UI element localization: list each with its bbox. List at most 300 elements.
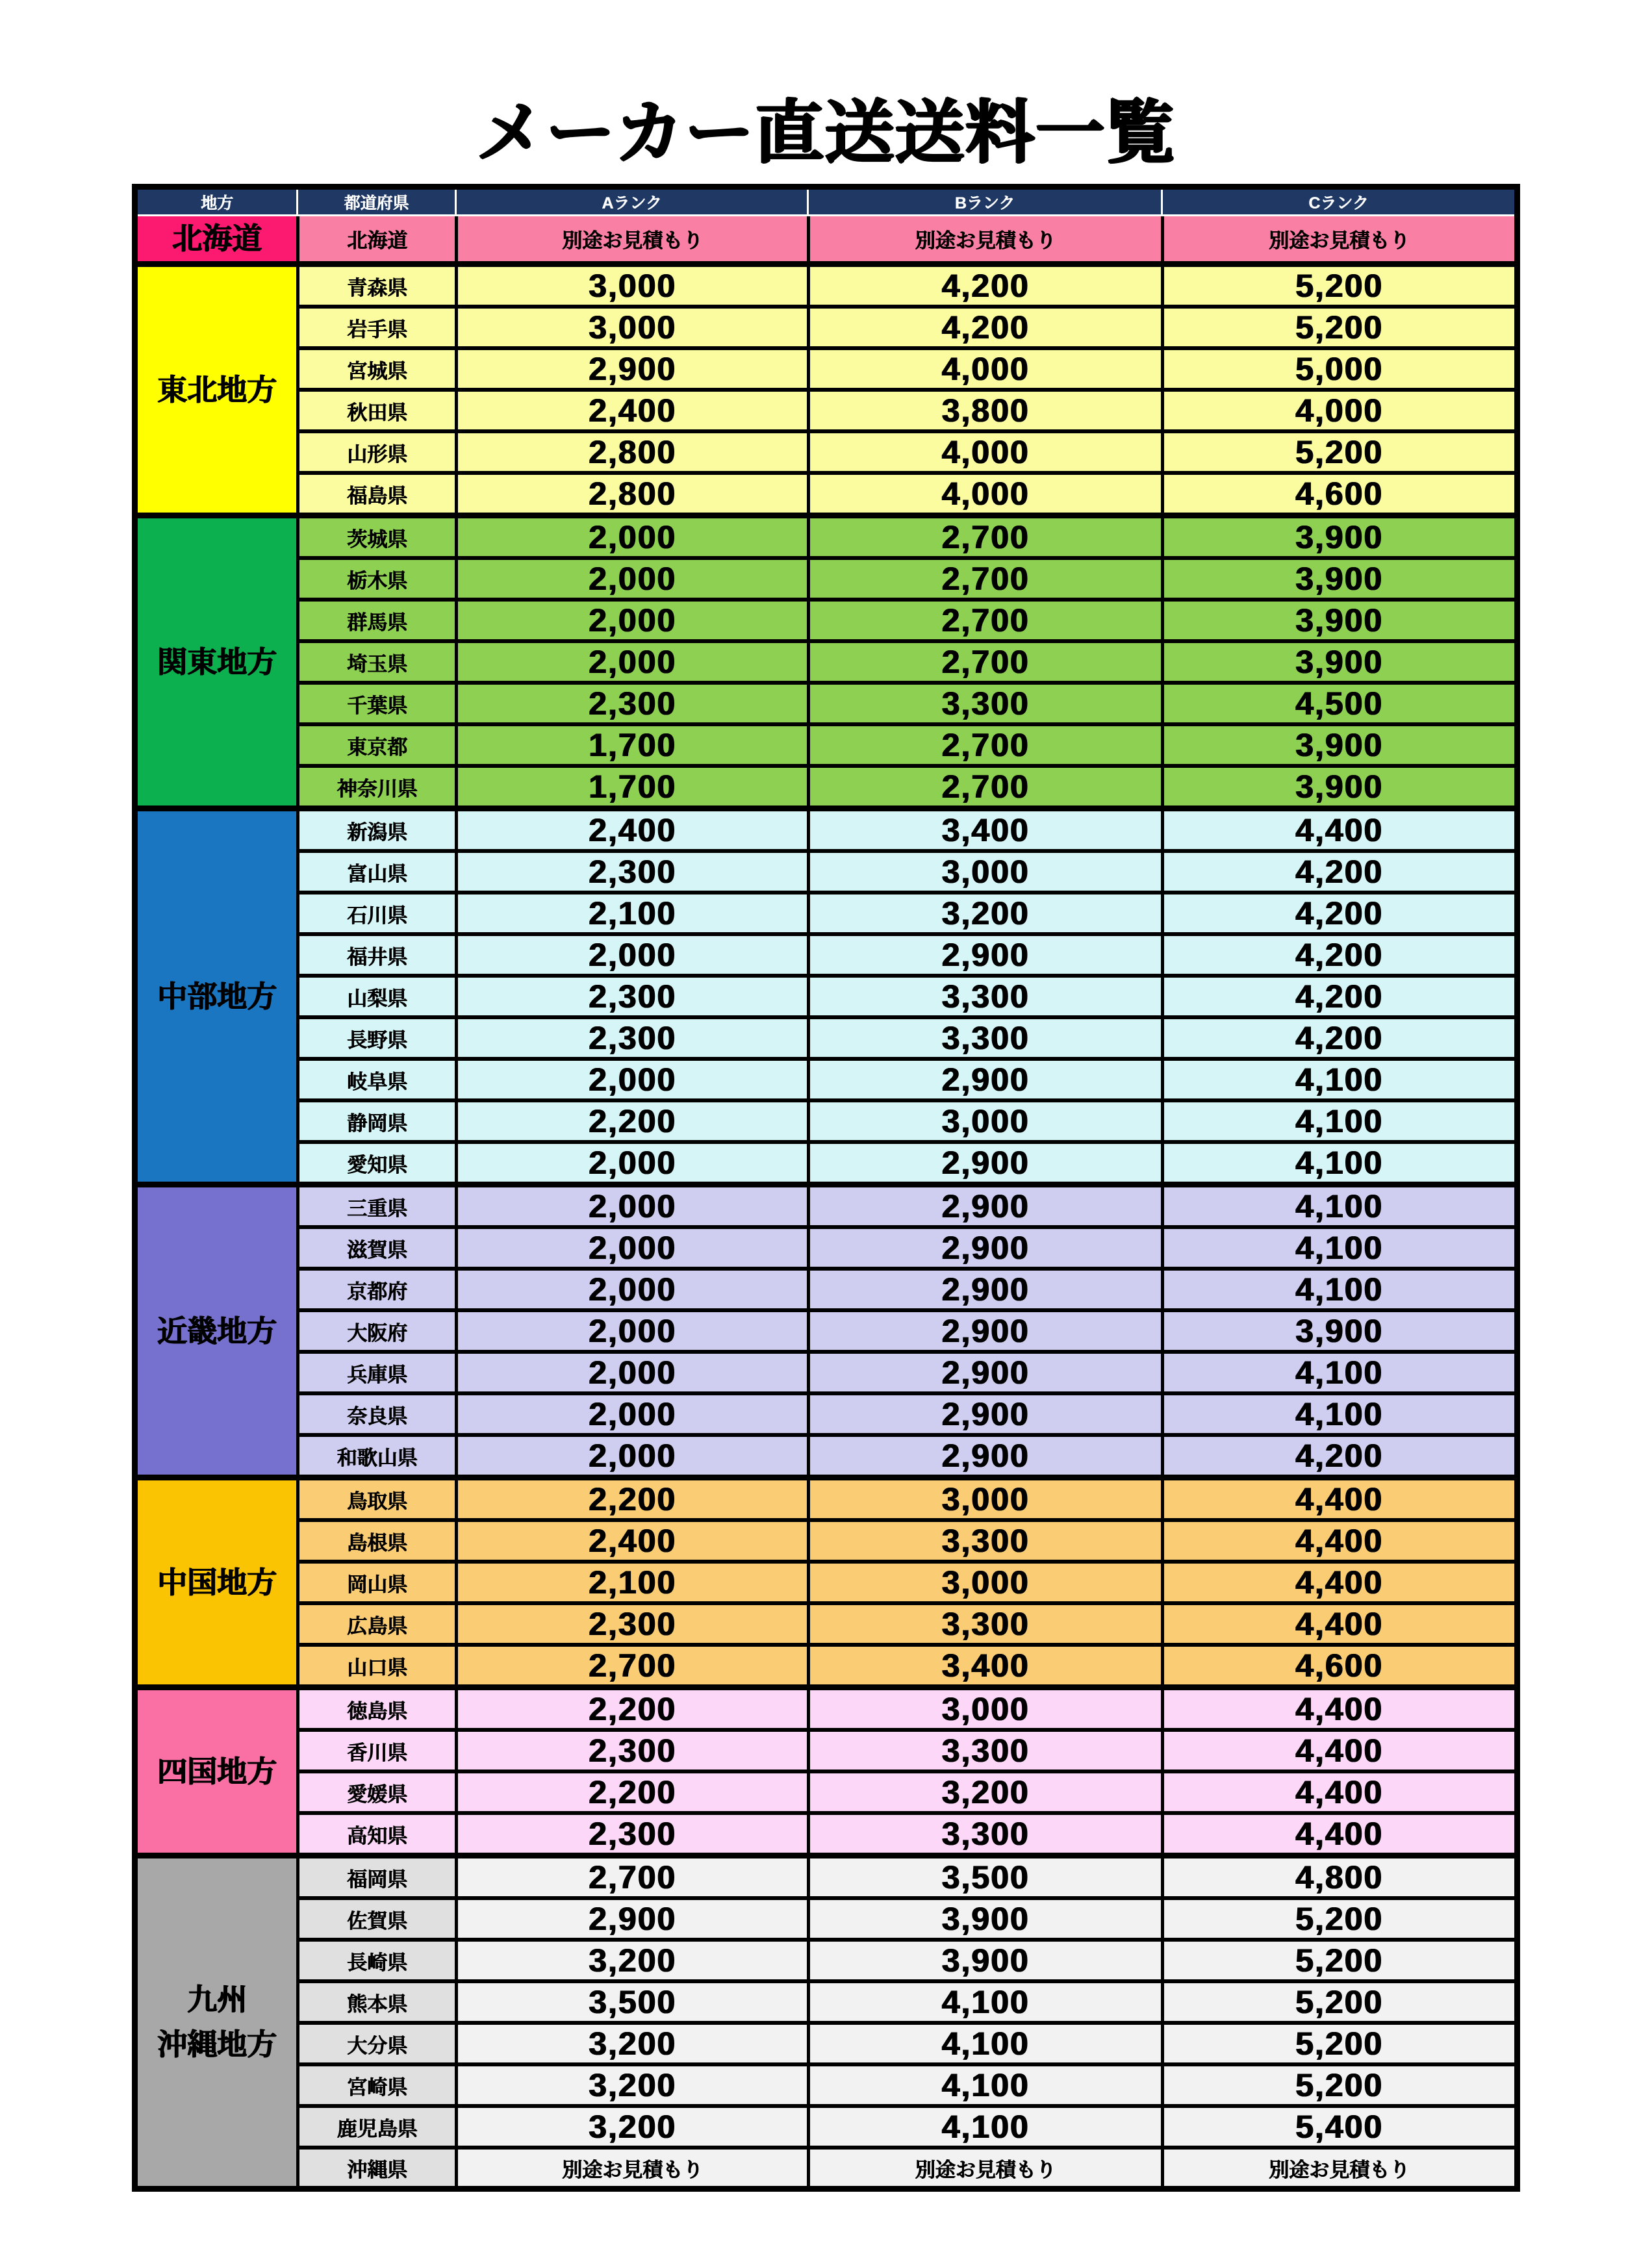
estimate-text: 別途お見積もり <box>915 229 1056 253</box>
fee-value: 3,900 <box>941 1942 1030 1979</box>
column-header-4: Cランク <box>1161 190 1514 216</box>
region-label: 九州 沖縄地方 <box>157 1983 277 2062</box>
fee-cell-b-rank <box>807 471 1161 513</box>
fee-cell-a-rank <box>455 261 807 305</box>
fee-value: 2,900 <box>941 1271 1030 1308</box>
fee-value: 3,500 <box>941 1859 1030 1896</box>
fee-cell-a-rank <box>455 471 807 513</box>
table-row <box>138 1433 1514 1475</box>
fee-cell-a-rank <box>455 1601 807 1643</box>
fee-cell-b-rank <box>807 1938 1161 1979</box>
fee-value: 3,000 <box>941 1691 1030 1728</box>
fee-value: 4,100 <box>1295 1271 1384 1308</box>
fee-value: 3,500 <box>588 1984 677 2021</box>
prefecture-cell <box>296 2021 455 2062</box>
prefecture-cell <box>296 1140 455 1182</box>
fee-value: 5,000 <box>1295 351 1384 388</box>
fee-cell-b-rank <box>807 1308 1161 1350</box>
fee-value: 4,100 <box>1295 1188 1384 1225</box>
prefecture-cell <box>296 556 455 598</box>
fee-value: 2,900 <box>941 1230 1030 1267</box>
fee-value: 4,400 <box>1295 1816 1384 1853</box>
table-header-row <box>138 190 1514 216</box>
table-row <box>138 1098 1514 1140</box>
fee-cell-a-rank <box>455 1057 807 1098</box>
fee-cell-a-rank <box>455 849 807 891</box>
table-row <box>138 1140 1514 1182</box>
fee-cell-b-rank <box>807 806 1161 849</box>
fee-value: 4,200 <box>1295 978 1384 1015</box>
fee-cell-b-rank <box>807 1015 1161 1057</box>
fee-value: 3,900 <box>1295 561 1384 598</box>
fee-value: 4,200 <box>1295 854 1384 891</box>
page <box>0 97 1652 2258</box>
fee-cell-b-rank <box>807 1057 1161 1098</box>
fee-cell-a-rank <box>455 2104 807 2146</box>
fee-value: 3,300 <box>941 1020 1030 1057</box>
fee-value: 3,300 <box>941 1606 1030 1643</box>
fee-cell-b-rank <box>807 1643 1161 1684</box>
fee-value: 2,300 <box>588 685 677 722</box>
table-row <box>138 556 1514 598</box>
table-row <box>138 1684 1514 1728</box>
table-row <box>138 681 1514 722</box>
table-row <box>138 471 1514 513</box>
prefecture-label: 鳥取県 <box>347 1490 407 1513</box>
table-row <box>138 849 1514 891</box>
fee-cell-c-rank <box>1161 681 1514 722</box>
fee-cell-b-rank <box>807 305 1161 346</box>
fee-value: 3,000 <box>941 1564 1030 1601</box>
fee-value: 5,200 <box>1295 434 1384 471</box>
prefecture-label: 福岡県 <box>347 1868 407 1891</box>
prefecture-cell <box>296 1391 455 1433</box>
fee-value: 4,000 <box>941 434 1030 471</box>
fee-value: 5,200 <box>1295 2067 1384 2104</box>
prefecture-cell <box>296 639 455 681</box>
fee-cell-a-rank <box>455 1475 807 1518</box>
fee-value: 4,100 <box>941 2067 1030 2104</box>
fee-cell-b-rank <box>807 513 1161 556</box>
estimate-text: 別途お見積もり <box>562 2158 703 2181</box>
region-label: 近畿地方 <box>157 1313 277 1348</box>
prefecture-label: 香川県 <box>347 1741 407 1764</box>
fee-cell-c-rank <box>1161 1896 1514 1938</box>
fee-cell-c-rank <box>1161 346 1514 388</box>
prefecture-cell <box>296 1560 455 1601</box>
prefecture-label: 山梨県 <box>347 987 407 1010</box>
prefecture-cell <box>296 471 455 513</box>
prefecture-label: 兵庫県 <box>347 1363 407 1386</box>
prefecture-label: 石川県 <box>347 904 407 927</box>
fee-cell-b-rank <box>807 1853 1161 1896</box>
fee-value: 2,000 <box>588 1313 677 1350</box>
fee-cell-b-rank <box>807 1518 1161 1560</box>
fee-value: 2,800 <box>588 434 677 471</box>
fee-cell-c-rank <box>1161 2146 1514 2186</box>
fee-value: 5,200 <box>1295 268 1384 305</box>
fee-cell-b-rank <box>807 1433 1161 1475</box>
estimate-text: 別途お見積もり <box>562 229 703 253</box>
prefecture-label: 広島県 <box>347 1614 407 1638</box>
table-row <box>138 1896 1514 1938</box>
fee-value: 2,700 <box>941 727 1030 764</box>
fee-value: 3,000 <box>588 268 677 305</box>
table-row <box>138 1057 1514 1098</box>
fee-value: 3,200 <box>588 2025 677 2062</box>
table-row <box>138 1770 1514 1811</box>
fee-cell-c-rank <box>1161 216 1514 261</box>
fee-value: 4,000 <box>941 476 1030 513</box>
fee-value: 3,400 <box>941 1647 1030 1684</box>
table-row <box>138 1182 1514 1225</box>
prefecture-label: 京都府 <box>347 1280 407 1303</box>
prefecture-label: 沖縄県 <box>347 2158 407 2181</box>
fee-cell-c-rank <box>1161 513 1514 556</box>
prefecture-label: 富山県 <box>347 862 407 885</box>
prefecture-label: 大分県 <box>347 2034 407 2057</box>
table-row <box>138 1643 1514 1684</box>
fee-cell-b-rank <box>807 2104 1161 2146</box>
prefecture-label: 山形県 <box>347 442 407 466</box>
table-row <box>138 1938 1514 1979</box>
table-row <box>138 2021 1514 2062</box>
fee-value: 4,400 <box>1295 1523 1384 1560</box>
table-body <box>138 216 1514 2186</box>
fee-cell-a-rank <box>455 639 807 681</box>
prefecture-cell <box>296 1015 455 1057</box>
fee-cell-c-rank <box>1161 1979 1514 2021</box>
prefecture-cell <box>296 932 455 974</box>
fee-value: 2,000 <box>588 1145 677 1182</box>
prefecture-cell <box>296 1267 455 1308</box>
table-row <box>138 2104 1514 2146</box>
fee-cell-c-rank <box>1161 1475 1514 1518</box>
prefecture-label: 茨城県 <box>347 527 407 551</box>
fee-value: 3,300 <box>941 1732 1030 1770</box>
fee-value: 3,000 <box>941 1103 1030 1140</box>
fee-value: 2,000 <box>588 602 677 639</box>
prefecture-label: 岩手県 <box>347 318 407 341</box>
prefecture-cell <box>296 1979 455 2021</box>
prefecture-label: 栃木県 <box>347 569 407 592</box>
fee-value: 2,400 <box>588 1523 677 1560</box>
fee-cell-a-rank <box>455 513 807 556</box>
region-cell <box>138 513 296 806</box>
prefecture-cell <box>296 891 455 932</box>
fee-value: 4,200 <box>941 309 1030 346</box>
fee-value: 2,700 <box>941 602 1030 639</box>
prefecture-cell <box>296 681 455 722</box>
prefecture-label: 宮崎県 <box>347 2075 407 2099</box>
prefecture-label: 静岡県 <box>347 1111 407 1135</box>
fee-value: 4,200 <box>1295 937 1384 974</box>
fee-cell-c-rank <box>1161 1225 1514 1267</box>
fee-cell-a-rank <box>455 2146 807 2186</box>
table-row <box>138 346 1514 388</box>
fee-value: 2,000 <box>588 1354 677 1391</box>
prefecture-cell <box>296 1057 455 1098</box>
region-label: 北海道 <box>172 222 262 256</box>
fee-value: 3,300 <box>941 978 1030 1015</box>
fee-value: 3,900 <box>1295 1313 1384 1350</box>
fee-value: 2,300 <box>588 1732 677 1770</box>
fee-cell-a-rank <box>455 1308 807 1350</box>
fee-cell-a-rank <box>455 1560 807 1601</box>
fee-value: 2,000 <box>588 561 677 598</box>
prefecture-cell <box>296 1350 455 1391</box>
fee-value: 2,900 <box>941 1188 1030 1225</box>
fee-cell-a-rank <box>455 1098 807 1140</box>
fee-cell-b-rank <box>807 681 1161 722</box>
fee-cell-b-rank <box>807 1601 1161 1643</box>
fee-value: 2,000 <box>588 644 677 681</box>
prefecture-label: 青森県 <box>347 276 407 299</box>
fee-cell-c-rank <box>1161 2062 1514 2104</box>
prefecture-cell <box>296 722 455 764</box>
fee-value: 3,200 <box>941 895 1030 932</box>
fee-value: 2,900 <box>588 1901 677 1938</box>
prefecture-cell <box>296 1770 455 1811</box>
fee-cell-c-rank <box>1161 2104 1514 2146</box>
fee-value: 2,900 <box>941 1313 1030 1350</box>
fee-cell-b-rank <box>807 1560 1161 1601</box>
fee-cell-b-rank <box>807 346 1161 388</box>
estimate-text: 別途お見積もり <box>1269 229 1410 253</box>
fee-cell-a-rank <box>455 2021 807 2062</box>
fee-cell-c-rank <box>1161 1770 1514 1811</box>
fee-value: 2,100 <box>588 895 677 932</box>
fee-value: 5,200 <box>1295 309 1384 346</box>
prefecture-cell <box>296 1601 455 1643</box>
prefecture-cell <box>296 1182 455 1225</box>
fee-cell-a-rank <box>455 681 807 722</box>
fee-value: 4,600 <box>1295 1647 1384 1684</box>
fee-cell-c-rank <box>1161 1938 1514 1979</box>
fee-value: 2,400 <box>588 812 677 849</box>
fee-cell-c-rank <box>1161 849 1514 891</box>
fee-cell-b-rank <box>807 556 1161 598</box>
table-row <box>138 639 1514 681</box>
table-row <box>138 429 1514 471</box>
table-row <box>138 764 1514 806</box>
fee-cell-a-rank <box>455 806 807 849</box>
fee-cell-c-rank <box>1161 932 1514 974</box>
prefecture-label: 山口県 <box>347 1656 407 1679</box>
fee-value: 5,200 <box>1295 1901 1384 1938</box>
fee-value: 1,700 <box>588 727 677 764</box>
fee-value: 4,100 <box>1295 1230 1384 1267</box>
fee-cell-a-rank <box>455 216 807 261</box>
fee-cell-b-rank <box>807 1267 1161 1308</box>
table-row <box>138 1560 1514 1601</box>
fee-cell-b-rank <box>807 2021 1161 2062</box>
fee-cell-c-rank <box>1161 1391 1514 1433</box>
prefecture-label: 島根県 <box>347 1531 407 1554</box>
prefecture-cell <box>296 1098 455 1140</box>
fee-cell-c-rank <box>1161 1140 1514 1182</box>
prefecture-cell <box>296 849 455 891</box>
fee-cell-b-rank <box>807 1182 1161 1225</box>
prefecture-cell <box>296 1308 455 1350</box>
region-label: 中部地方 <box>157 979 277 1013</box>
prefecture-cell <box>296 1853 455 1896</box>
fee-value: 2,900 <box>941 1438 1030 1475</box>
fee-value: 2,400 <box>588 392 677 429</box>
fee-value: 3,800 <box>941 392 1030 429</box>
fee-cell-b-rank <box>807 1475 1161 1518</box>
fee-cell-b-rank <box>807 598 1161 639</box>
page-title: メーカー直送送料一覧 <box>476 95 1176 171</box>
fee-cell-c-rank <box>1161 556 1514 598</box>
prefecture-cell <box>296 974 455 1015</box>
prefecture-label: 愛知県 <box>347 1153 407 1176</box>
prefecture-cell <box>296 764 455 806</box>
table-row <box>138 598 1514 639</box>
fee-cell-a-rank <box>455 1015 807 1057</box>
fee-value: 2,700 <box>941 768 1030 806</box>
fee-cell-a-rank <box>455 1896 807 1938</box>
table-row <box>138 1518 1514 1560</box>
fee-cell-a-rank <box>455 1853 807 1896</box>
prefecture-cell <box>296 1728 455 1770</box>
fee-cell-a-rank <box>455 556 807 598</box>
fee-value: 2,000 <box>588 1230 677 1267</box>
fee-value: 5,200 <box>1295 1942 1384 1979</box>
fee-cell-a-rank <box>455 1267 807 1308</box>
region-label: 中国地方 <box>157 1565 277 1599</box>
fee-cell-a-rank <box>455 1350 807 1391</box>
fee-cell-a-rank <box>455 1391 807 1433</box>
table-row <box>138 1225 1514 1267</box>
region-label: 四国地方 <box>157 1754 277 1788</box>
fee-value: 3,900 <box>941 1901 1030 1938</box>
fee-value: 3,900 <box>1295 727 1384 764</box>
fee-cell-a-rank <box>455 1979 807 2021</box>
prefecture-label: 神奈川県 <box>337 777 418 800</box>
prefecture-label: 三重県 <box>347 1197 407 1220</box>
fee-value: 3,000 <box>588 309 677 346</box>
prefecture-cell <box>296 598 455 639</box>
fee-value: 2,000 <box>588 937 677 974</box>
prefecture-label: 熊本県 <box>347 1992 407 2016</box>
fee-value: 3,000 <box>941 1481 1030 1518</box>
fee-value: 4,400 <box>1295 1774 1384 1811</box>
table-row <box>138 216 1514 261</box>
fee-cell-c-rank <box>1161 1308 1514 1350</box>
column-header-2: Aランク <box>455 190 807 216</box>
fee-value: 2,300 <box>588 1606 677 1643</box>
fee-cell-c-rank <box>1161 1350 1514 1391</box>
prefecture-cell <box>296 305 455 346</box>
fee-value: 2,700 <box>588 1859 677 1896</box>
fee-cell-a-rank <box>455 1938 807 1979</box>
fee-cell-b-rank <box>807 1979 1161 2021</box>
prefecture-label: 高知県 <box>347 1824 407 1847</box>
prefecture-label: 福井県 <box>347 945 407 969</box>
prefecture-cell <box>296 261 455 305</box>
fee-cell-b-rank <box>807 1350 1161 1391</box>
fee-value: 4,400 <box>1295 1732 1384 1770</box>
prefecture-cell <box>296 2146 455 2186</box>
table-row <box>138 1267 1514 1308</box>
region-cell <box>138 1475 296 1684</box>
prefecture-label: 群馬県 <box>347 611 407 634</box>
fee-cell-b-rank <box>807 764 1161 806</box>
prefecture-cell <box>296 1938 455 1979</box>
prefecture-cell <box>296 346 455 388</box>
prefecture-label: 徳島県 <box>347 1699 407 1723</box>
table-row <box>138 1853 1514 1896</box>
region-cell <box>138 216 296 261</box>
fee-cell-a-rank <box>455 1433 807 1475</box>
fee-value: 2,300 <box>588 1816 677 1853</box>
region-cell <box>138 1182 296 1475</box>
table-row <box>138 261 1514 305</box>
fee-cell-c-rank <box>1161 1601 1514 1643</box>
fee-value: 2,900 <box>941 937 1030 974</box>
fee-value: 4,400 <box>1295 1691 1384 1728</box>
fee-value: 4,500 <box>1295 685 1384 722</box>
fee-value: 4,800 <box>1295 1859 1384 1896</box>
fee-value: 2,300 <box>588 854 677 891</box>
estimate-text: 別途お見積もり <box>1269 2158 1410 2181</box>
region-cell <box>138 1684 296 1853</box>
fee-value: 4,400 <box>1295 1564 1384 1601</box>
fee-value: 4,100 <box>941 2109 1030 2146</box>
fee-cell-c-rank <box>1161 1267 1514 1308</box>
fee-value: 4,100 <box>1295 1396 1384 1433</box>
fee-value: 4,400 <box>1295 812 1384 849</box>
fee-value: 2,000 <box>588 1188 677 1225</box>
table-row <box>138 305 1514 346</box>
fee-value: 2,000 <box>588 519 677 556</box>
fee-value: 2,800 <box>588 476 677 513</box>
prefecture-cell <box>296 513 455 556</box>
fee-cell-a-rank <box>455 1518 807 1560</box>
fee-value: 1,700 <box>588 768 677 806</box>
fee-value: 4,600 <box>1295 476 1384 513</box>
prefecture-label: 奈良県 <box>347 1404 407 1428</box>
fee-cell-a-rank <box>455 1684 807 1728</box>
fee-cell-b-rank <box>807 891 1161 932</box>
fee-cell-c-rank <box>1161 722 1514 764</box>
fee-value: 4,100 <box>1295 1103 1384 1140</box>
fee-value: 4,100 <box>941 2025 1030 2062</box>
column-header-0: 地方 <box>138 190 296 216</box>
fee-value: 2,300 <box>588 978 677 1015</box>
fee-cell-c-rank <box>1161 974 1514 1015</box>
fee-value: 3,900 <box>1295 602 1384 639</box>
fee-cell-b-rank <box>807 1811 1161 1853</box>
prefecture-cell <box>296 2062 455 2104</box>
prefecture-label: 大阪府 <box>347 1321 407 1345</box>
table-row <box>138 1979 1514 2021</box>
region-cell <box>138 261 296 513</box>
fee-value: 2,700 <box>941 561 1030 598</box>
fee-cell-c-rank <box>1161 639 1514 681</box>
prefecture-label: 滋賀県 <box>347 1238 407 1262</box>
prefecture-label: 岐阜県 <box>347 1070 407 1093</box>
fee-cell-c-rank <box>1161 1853 1514 1896</box>
prefecture-cell <box>296 1225 455 1267</box>
fee-value: 2,900 <box>941 1145 1030 1182</box>
fee-value: 2,300 <box>588 1020 677 1057</box>
prefecture-label: 福島県 <box>347 484 407 507</box>
fee-cell-b-rank <box>807 639 1161 681</box>
fee-value: 2,900 <box>588 351 677 388</box>
table-row <box>138 1475 1514 1518</box>
